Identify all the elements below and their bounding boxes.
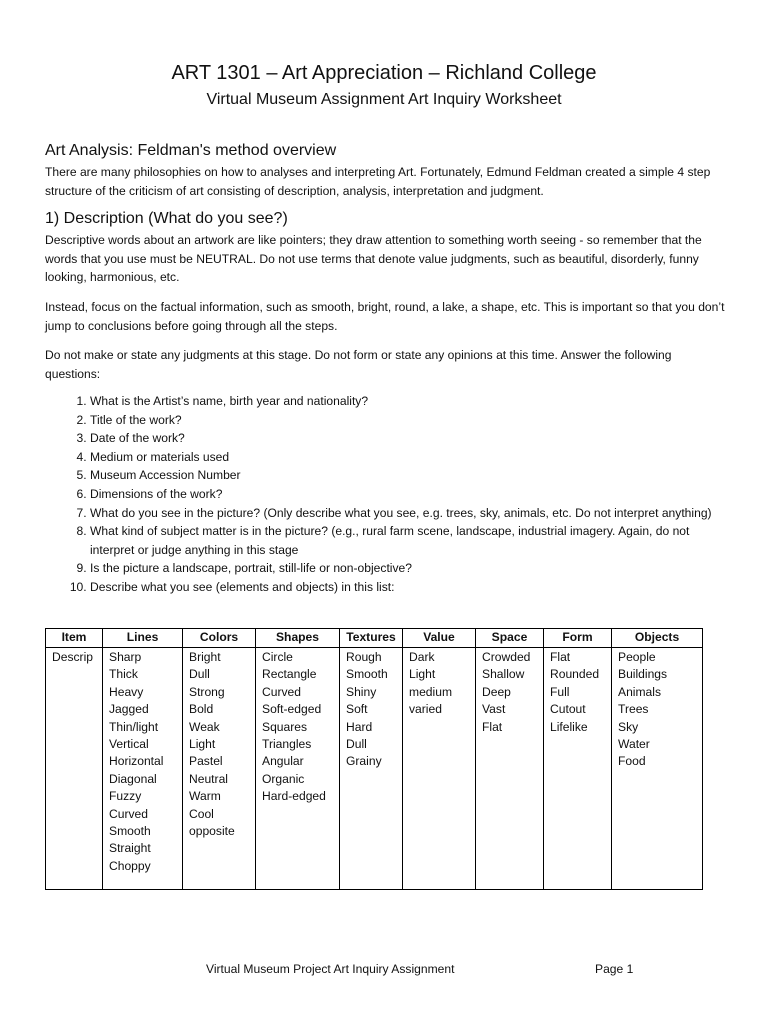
column-header-lines: Lines <box>103 629 183 648</box>
table-cell-entry: Weak <box>189 719 220 734</box>
table-cell-entry: Heavy <box>109 684 144 699</box>
column-header-item: Item <box>46 629 103 648</box>
column-header-colors: Colors <box>183 629 256 648</box>
table-cell-entry: Thick <box>109 667 138 682</box>
table-cell-entry: Dark <box>409 650 435 664</box>
table-cell-entry: Straight <box>109 841 151 856</box>
table-cell-entry: Soft <box>346 702 368 717</box>
table-cell-entry: opposite <box>189 824 235 839</box>
table-cell-entry: varied <box>409 702 442 717</box>
column-header-form: Form <box>544 629 612 648</box>
cell-colors <box>183 648 256 890</box>
table-cell-entry: Neutral <box>189 771 228 786</box>
question-item: 9. Is the picture a landscape, portrait, still-life or non-objective? <box>90 559 727 578</box>
table-cell-entry: Rectangle <box>262 667 317 682</box>
question-item: 7. What do you see in the picture? (Only describe what you see, e.g. trees, sky, animals, etc. Do not interpret anything) <box>90 504 727 523</box>
table-cell-entry: Sharp <box>109 650 142 664</box>
description-paragraph-2: Instead, focus on the factual information, such as smooth, bright, round, a lake, a shape, etc. This is important so that you don’t jump to conclusions before going through all the steps. <box>45 300 725 333</box>
table-cell-entry: Strong <box>189 684 225 699</box>
cell-lines <box>103 648 183 890</box>
table-cell-entry: Curved <box>262 684 301 699</box>
table-cell-entry: Rounded <box>550 667 600 682</box>
table-cell-entry: Bold <box>189 702 214 717</box>
table-cell-entry: Full <box>550 684 570 699</box>
table-cell-entry: Warm <box>189 789 221 804</box>
column-header-objects: Objects <box>612 629 703 648</box>
cell-item <box>46 648 103 890</box>
table-cell-entry: Fuzzy <box>109 789 142 804</box>
table-cell-entry: Soft-edged <box>262 702 322 717</box>
table-cell-entry: Hard <box>346 719 373 734</box>
table-cell-entry: Dull <box>189 667 210 682</box>
cell-form <box>544 648 612 890</box>
table-cell-entry: Crowded <box>482 650 531 664</box>
table-cell-entry: Water <box>618 737 650 752</box>
column-header-textures: Textures <box>340 629 403 648</box>
question-item: 2. Title of the work? <box>90 411 727 430</box>
table-cell-entry: Shiny <box>346 684 377 699</box>
table-cell-entry: Smooth <box>109 824 151 839</box>
description-paragraph-3: Do not make or state any judgments at this stage. Do not form or state any opinions at this time. Answer the following questions: <box>45 348 672 381</box>
question-item: 5. Museum Accession Number <box>90 466 727 485</box>
table-cell-entry: Deep <box>482 684 511 699</box>
cell-value <box>403 648 476 890</box>
table-cell-entry: Diagonal <box>109 771 157 786</box>
table-row <box>46 648 703 890</box>
table-cell-entry: Dull <box>346 737 367 752</box>
table-cell-entry: Cool <box>189 806 214 821</box>
table-cell-entry: Pastel <box>189 754 223 769</box>
table-cell-entry: Flat <box>482 719 503 734</box>
question-item: 6. Dimensions of the work? <box>90 485 727 504</box>
table-cell-entry: medium <box>409 684 453 699</box>
table-cell-entry: Food <box>618 754 646 769</box>
column-header-value: Value <box>403 629 476 648</box>
cell-objects <box>612 648 703 890</box>
table-cell-entry: People <box>618 650 656 664</box>
question-item: 10. Describe what you see (elements and objects) in this list: <box>90 578 727 597</box>
table-cell-entry: Buildings <box>618 667 668 682</box>
cell-shapes <box>256 648 340 890</box>
overview-paragraph: There are many philosophies on how to analyses and interpreting Art. Fortunately, Edmund Feldman created a simple 4 step structure of the criticism of art consisting of description, analysis, interpretation and judgment. <box>45 165 711 198</box>
table-cell-entry: Horizontal <box>109 754 164 769</box>
table-cell-entry: Bright <box>189 650 221 664</box>
cell-space <box>476 648 544 890</box>
questions-list <box>45 392 727 597</box>
table-cell-entry: Sky <box>618 719 639 734</box>
document-subtitle: Virtual Museum Assignment Art Inquiry Worksheet <box>206 91 562 108</box>
table-cell-entry: Shallow <box>482 667 525 682</box>
column-header-space: Space <box>476 629 544 648</box>
question-item: 1. What is the Artist’s name, birth year and nationality? <box>90 392 727 411</box>
question-item: 4. Medium or materials used <box>90 448 727 467</box>
table-cell-entry: Organic <box>262 771 305 786</box>
table-cell-entry: Thin/light <box>109 719 159 734</box>
table-cell-entry: Choppy <box>109 858 151 873</box>
table-cell-entry: Smooth <box>346 667 388 682</box>
table-cell-entry: Grainy <box>346 754 382 769</box>
description-paragraph-1: Descriptive words about an artwork are like pointers; they draw attention to something worth seeing - so remember that the words that you use must be NEUTRAL. Do not use terms that denote value judgments, such as beautiful, disorderly, funny looking, harmonious, etc. <box>45 233 702 285</box>
table-cell-entry: Vertical <box>109 737 149 752</box>
table-cell-entry: Cutout <box>550 702 586 717</box>
table-cell-entry: Rough <box>346 650 382 664</box>
table-cell-entry: Light <box>189 737 216 752</box>
elements-table <box>45 628 703 890</box>
question-item: 8. What kind of subject matter is in the picture? (e.g., rural farm scene, landscape, industrial imagery. Again, do not interpret or judge anything in this stage <box>90 522 727 559</box>
document-title: ART 1301 – Art Appreciation – Richland College <box>171 62 597 84</box>
table-cell-entry: Squares <box>262 719 308 734</box>
page-number: Page 1 <box>595 962 634 976</box>
column-header-shapes: Shapes <box>256 629 340 648</box>
table-header-row <box>46 629 703 648</box>
cell-textures <box>340 648 403 890</box>
overview-heading: Art Analysis: Feldman's method overview <box>45 142 337 159</box>
table-cell-entry: Circle <box>262 650 293 664</box>
table-cell-entry: Light <box>409 667 436 682</box>
table-cell-entry: Lifelike <box>550 719 588 734</box>
table-cell-entry: Descrip <box>52 650 93 664</box>
table-cell-entry: Curved <box>109 806 148 821</box>
table-cell-entry: Flat <box>550 650 571 664</box>
table-cell-entry: Triangles <box>262 737 312 752</box>
table-cell-entry: Trees <box>618 702 649 717</box>
table-cell-entry: Angular <box>262 754 304 769</box>
table-cell-entry: Animals <box>618 684 662 699</box>
table-cell-entry: Hard-edged <box>262 789 326 804</box>
question-item: 3. Date of the work? <box>90 429 727 448</box>
table-cell-entry: Jagged <box>109 702 149 717</box>
table-cell-entry: Vast <box>482 702 506 717</box>
footer-text: Virtual Museum Project Art Inquiry Assignment <box>206 962 455 976</box>
description-heading: 1) Description (What do you see?) <box>45 210 288 227</box>
